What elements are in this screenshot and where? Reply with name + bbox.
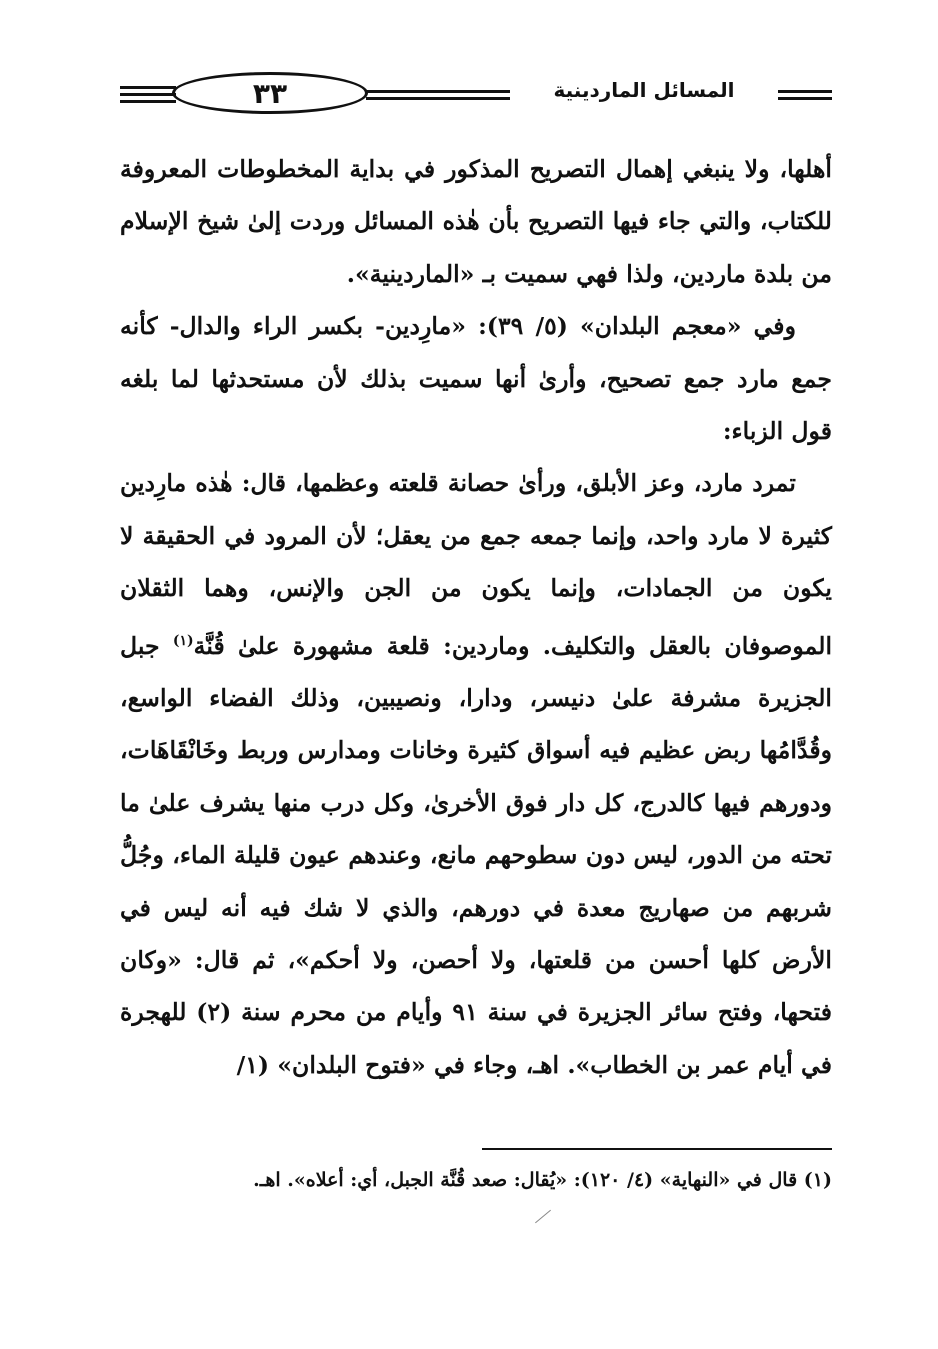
body-text xyxy=(120,143,832,1091)
paragraph: أهلها، ولا ينبغي إهمال التصريح المذكور في بداية المخطوطات المعروفة للكتاب، والتي جاء فيها التصريح بأن هٰذه المسائل وردت إلىٰ شيخ الإسلام من بلدة ماردين، ولذا فهي سميت بـ «الماردينية». xyxy=(120,155,832,288)
header-rule-middle xyxy=(366,97,510,100)
paragraph-text: تمرد مارد، وعز الأبلق، ورأىٰ حصانة قلعته وعظمها، قال: هٰذه مارِدين كثيرة لا مارد واحد، وإنما جمعه جمع من يعقل؛ لأن المرود في الحقيقة لا يكون من الجمادات، وإنما يكون من الجن والإنس، وهما الثقلان الموصوفان بالعقل والتكليف. وماردين: قلعة مشهورة علىٰ قُنَّة xyxy=(120,469,832,660)
paragraph xyxy=(120,457,832,1091)
paragraph: وفي «معجم البلدان» (٥/ ٣٩): «مارِدين- بكسر الراء والدال- كأنه جمع مارد جمع تصحيح، وأرىٰ أنها سميت بذلك لأن مستحدثها لما بلغه قول الزباء: xyxy=(120,312,832,446)
header-rule-left xyxy=(120,100,176,103)
footnote-reference[interactable]: (١) xyxy=(172,632,194,649)
header-rule-right xyxy=(778,90,832,93)
page-number: ٣٣ xyxy=(172,72,368,114)
stray-mark xyxy=(535,1210,551,1224)
header-rule-left xyxy=(120,93,176,96)
footnote-separator xyxy=(482,1148,832,1150)
footnote: (١) قال في «النهاية» (٤/ ١٢٠): «يُقال: صعد قُنَّة الجبل، أي: أعلاه». اهـ. xyxy=(253,1169,832,1191)
running-title: المسائل الماردينية xyxy=(553,78,735,102)
page-header xyxy=(120,66,832,120)
paragraph-text: جبل الجزيرة مشرفة علىٰ دنيسر، ودارا، ونصيبين، وذلك الفضاء الواسع، وقُدَّامُها ربض عظيم فيه أسواق كثيرة وخانات ومدارس وربط وخَانْقَاهَات، ودورهم فيها كالدرج، كل دار فوق الأخرىٰ، وكل درب منها يشرف علىٰ ما تحته من الدور، ليس دون سطوحهم مانع، وعندهم عيون قليلة الماء، وجُلُّ شربهم من صهاريج معدة في دورهم، والذي لا شك فيه أنه ليس في الأرض كلها أحسن من قلعتها، ولا أحصن، ولا أحكم»، ثم قال: «وكان فتحها، وفتح سائر الجزيرة في سنة ٩١ وأيام من محرم سنة (٢) للهجرة في أيام عمر بن الخطاب». اهـ، وجاء في «فتوح البلدان» (١/ xyxy=(120,631,832,1079)
header-rule-middle xyxy=(366,90,510,93)
header-rule-left xyxy=(120,86,176,89)
header-rule-right xyxy=(778,97,832,100)
